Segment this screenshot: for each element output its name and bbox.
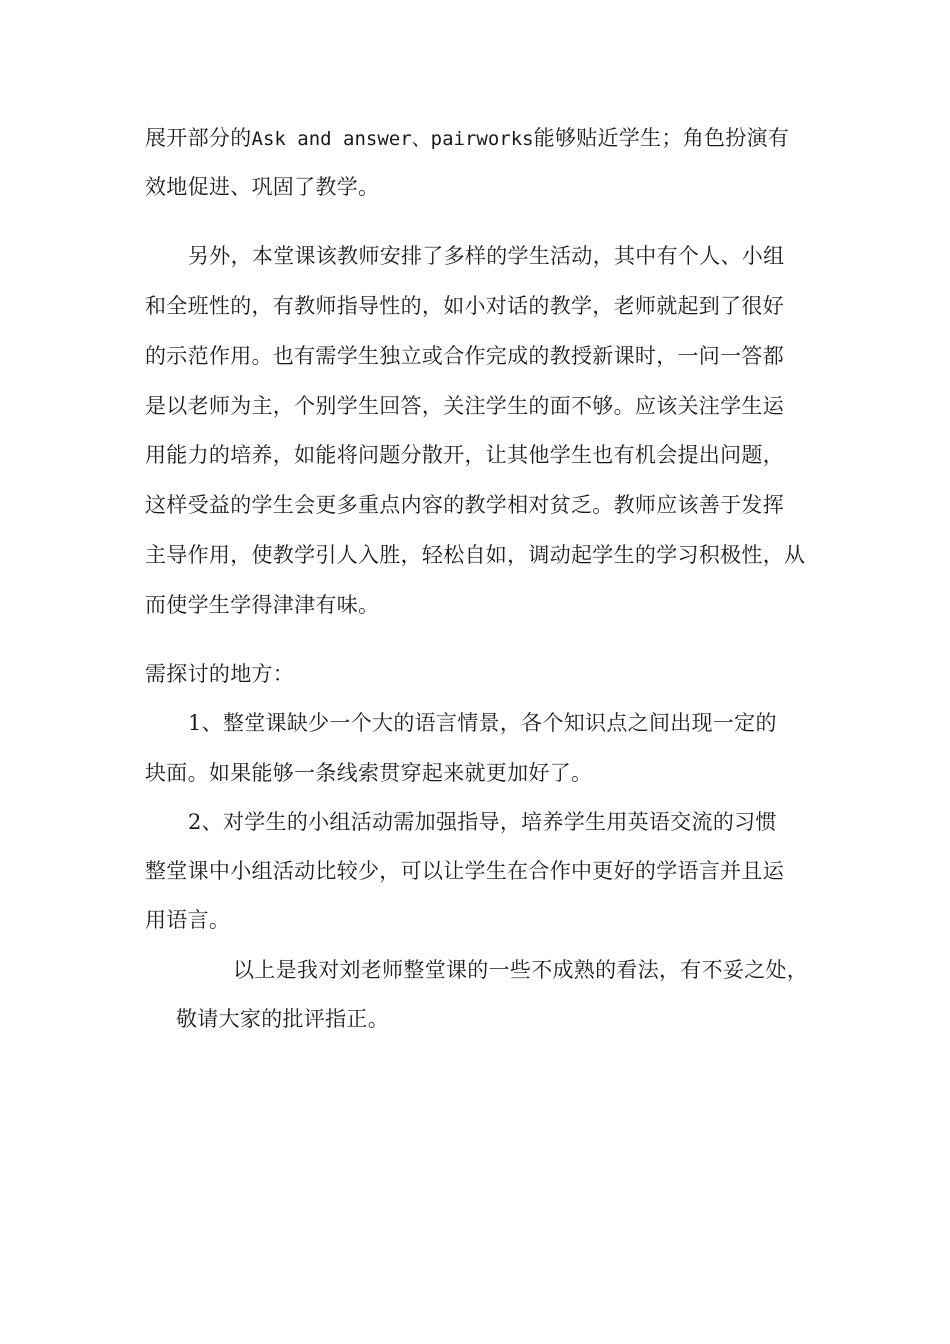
para2-line: 而使学生学得津津有味。: [145, 593, 380, 617]
para2-line: 主导作用，使教学引人入胜，轻松自如，调动起学生的学习积极性，从: [145, 543, 806, 567]
discussion-item1-line1: 1、整堂课缺少一个大的语言情景，各个知识点之间出现一定的: [188, 711, 777, 735]
closing-line2: 敬请大家的批评指正。: [176, 1007, 389, 1031]
discussion-item1-line2: 块面。如果能够一条线索贯穿起来就更加好了。: [145, 761, 593, 785]
para1-line1-pre: 展开部分的: [145, 126, 252, 150]
para2-line: 另外，本堂课该教师安排了多样的学生活动，其中有个人、小组: [188, 244, 785, 268]
para1-line1-post: 能够贴近学生；角色扮演有: [533, 126, 790, 150]
para2-line: 和全班性的，有教师指导性的，如小对话的教学，老师就起到了很好: [145, 294, 784, 318]
para2-line: 用能力的培养，如能将问题分散开，让其他学生也有机会提出问题，: [145, 443, 784, 467]
discussion-heading: 需探讨的地方：: [145, 662, 295, 686]
closing-line1: 以上是我对刘老师整堂课的一些不成熟的看法，有不妥之处，: [233, 958, 809, 982]
para2-line: 的示范作用。也有需学生独立或合作完成的教授新课时，一问一答都: [145, 344, 784, 368]
para2-line: 这样受益的学生会更多重点内容的教学相对贫乏。教师应该善于发挥: [145, 493, 784, 517]
para2-line: 是以老师为主，个别学生回答，关注学生的面不够。应该关注学生运: [145, 394, 784, 418]
discussion-item2-line2: 整堂课中小组活动比较少，可以让学生在合作中更好的学语言并且运: [145, 859, 784, 883]
para1-line1: [145, 124, 789, 153]
para1-line1-code: Ask and answer、pairworks: [251, 128, 534, 150]
discussion-item2-line1: 2、对学生的小组活动需加强指导，培养学生用英语交流的习惯: [188, 810, 777, 834]
para1-line2: 效地促进、巩固了教学。: [145, 175, 380, 199]
discussion-item2-line3: 用语言。: [145, 908, 231, 932]
